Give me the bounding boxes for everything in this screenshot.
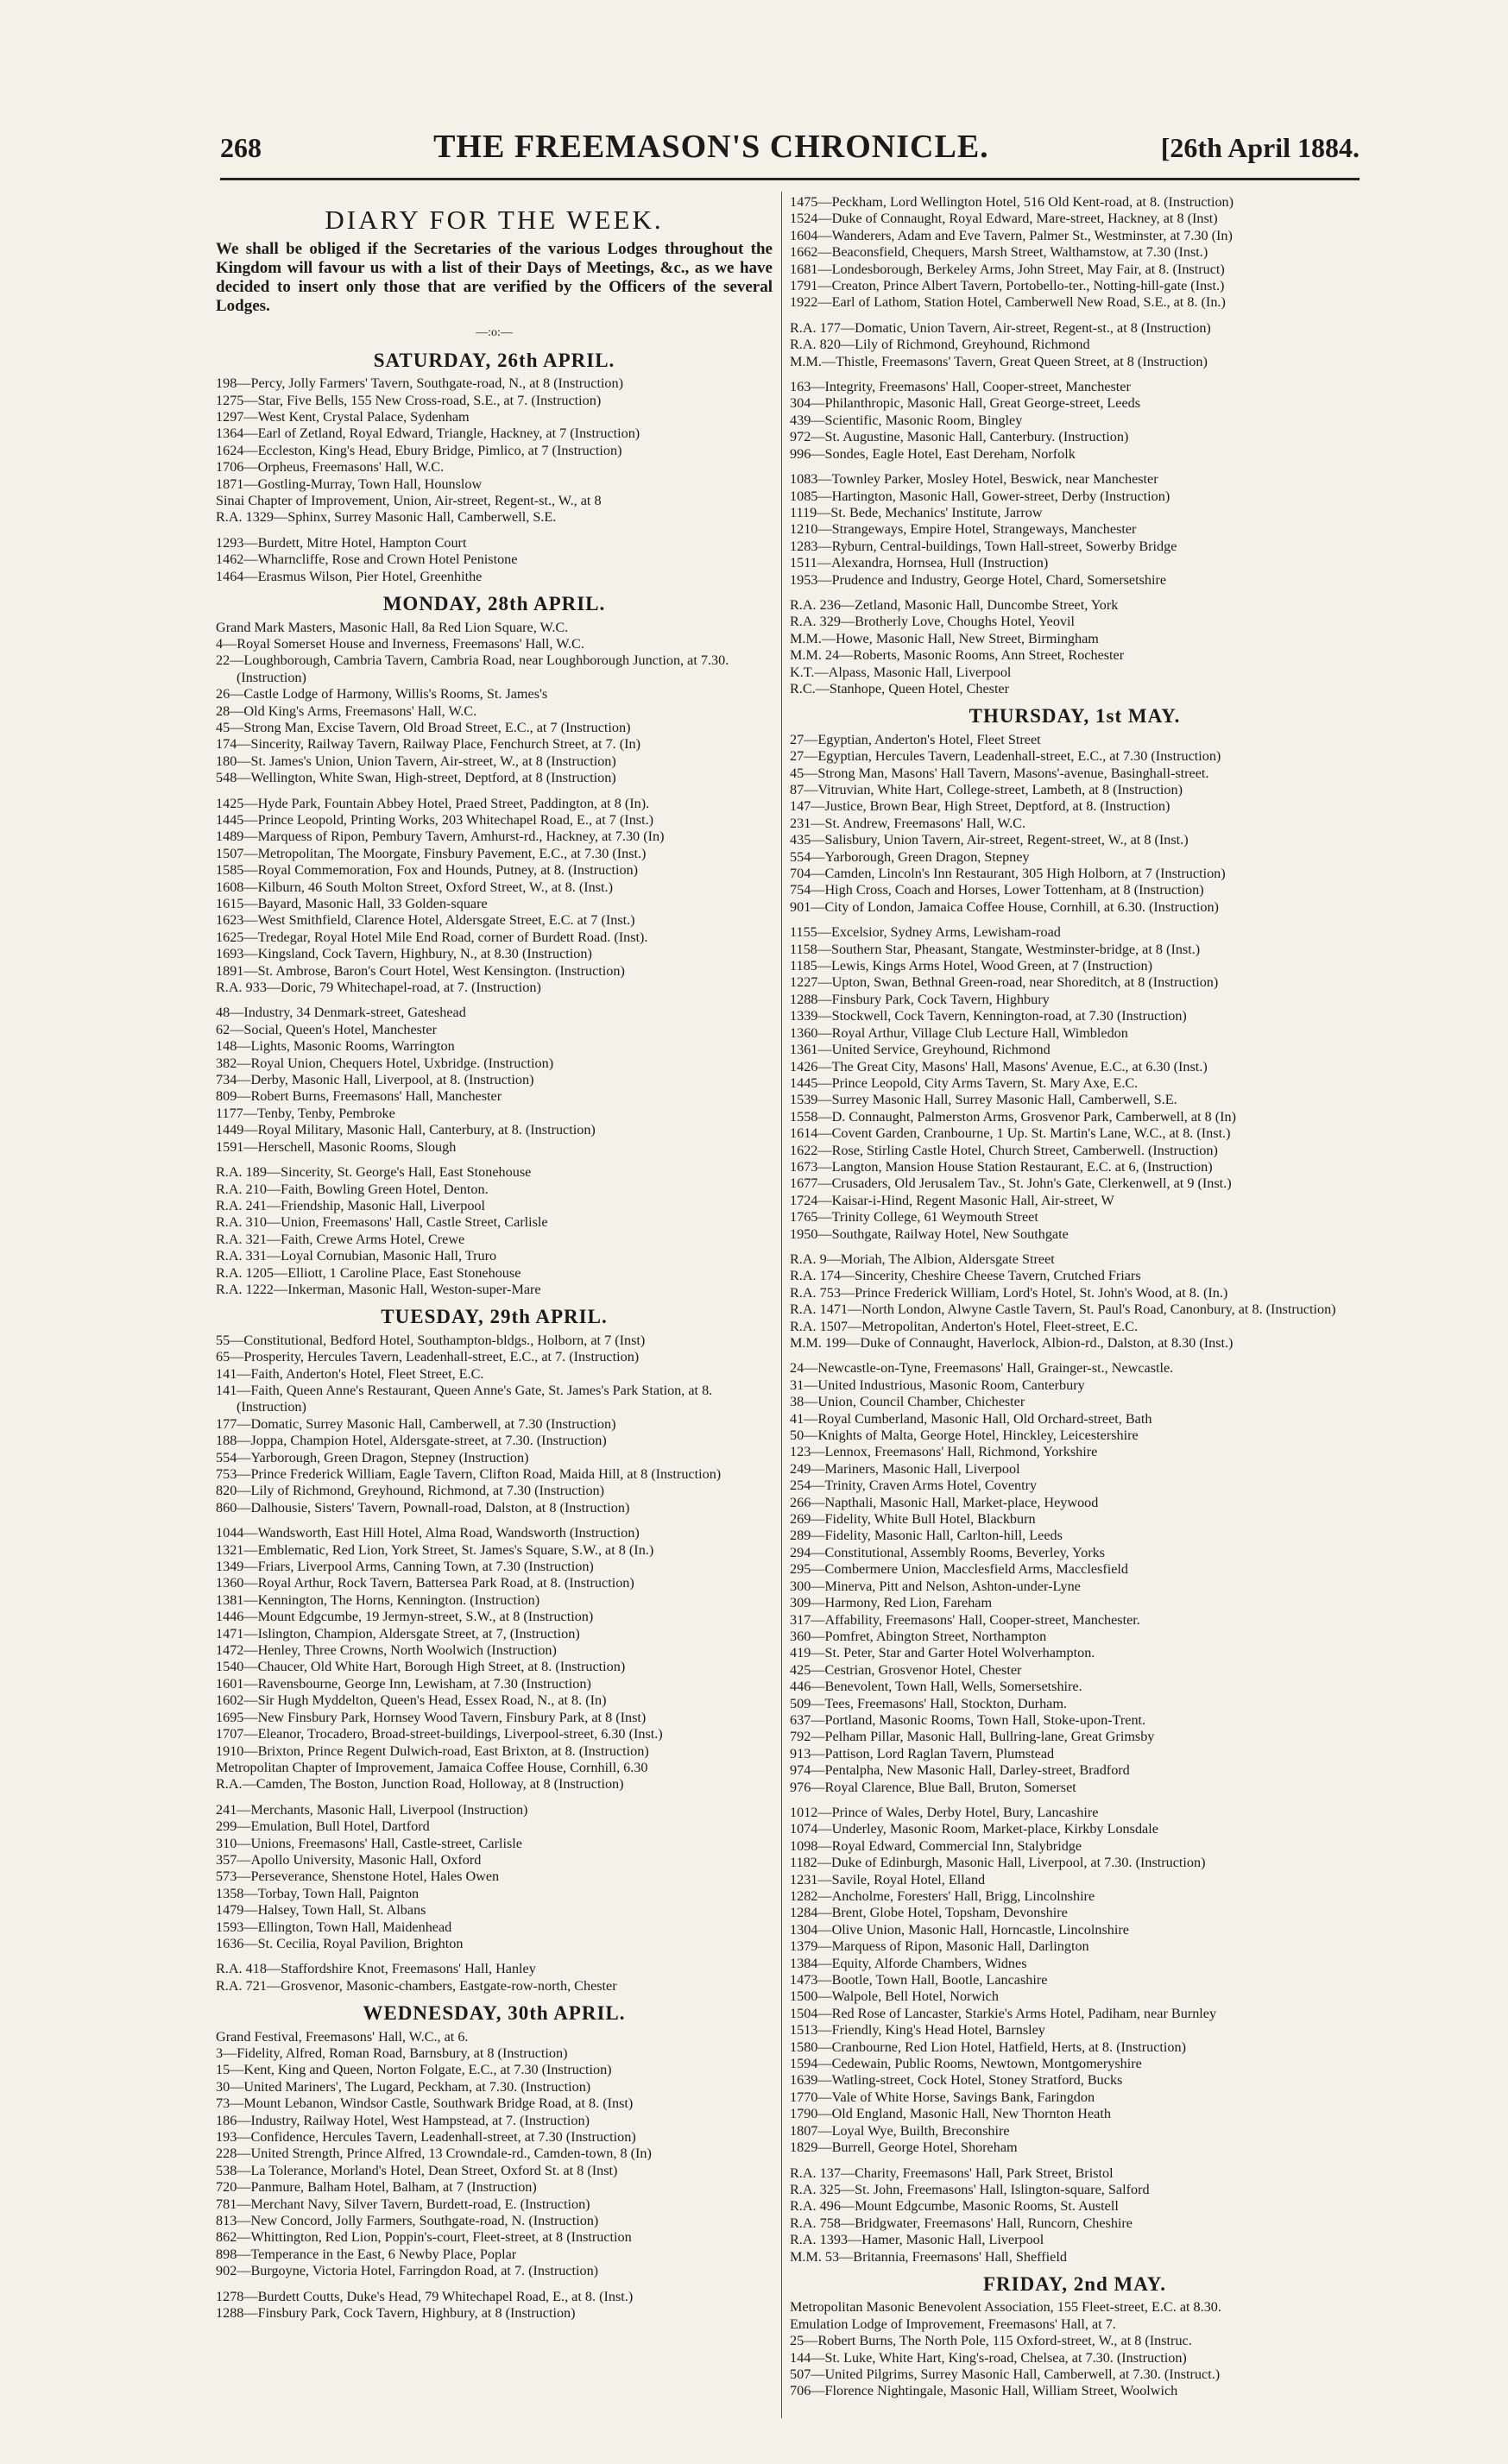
lodge-entry: 1765—Trinity College, 61 Weymouth Street xyxy=(790,1209,1038,1226)
entry-group xyxy=(216,375,773,526)
diary-title: DIARY FOR THE WEEK. xyxy=(325,205,664,235)
lodge-entry: 792—Pelham Pillar, Masonic Hall, Bullring-lane, Great Grimsby xyxy=(790,1729,1155,1745)
lodge-entry: 1227—Upton, Swan, Bethnal Green-road, near Shoreditch, at 8 (Instruction) xyxy=(790,974,1219,991)
lodge-entry: 1695—New Finsbury Park, Hornsey Wood Tavern, Finsbury Park, at 8 (Inst) xyxy=(216,1709,647,1725)
lodge-entry: 62—Social, Queen's Hotel, Manchester xyxy=(216,1021,438,1037)
lodge-entry: 1615—Bayard, Masonic Hall, 33 Golden-square xyxy=(216,896,488,911)
lodge-entry: 813—New Concord, Jolly Farmers, Southgate-road, N. (Instruction) xyxy=(216,2213,599,2229)
lodge-entry: 299—Emulation, Bull Hotel, Dartford xyxy=(216,1818,430,1835)
lodge-entry: 3—Fidelity, Alfred, Roman Road, Barnsbury, at 8 (Instruction) xyxy=(216,2045,568,2061)
lodge-entry: 1807—Loyal Wye, Builth, Breconshire xyxy=(790,2122,1010,2139)
entry-group xyxy=(216,535,773,585)
entry-group xyxy=(216,620,773,787)
lodge-entry: 48—Industry, 34 Denmark-street, Gateshead xyxy=(216,1005,466,1021)
lodge-entry: 1636—St. Cecilia, Royal Pavilion, Brighton xyxy=(216,1935,464,1951)
lodge-entry: R.A. 1222—Inkerman, Masonic Hall, Weston-super-Mare xyxy=(216,1281,541,1297)
lodge-entry: 22—Loughborough, Cambria Tavern, Cambria Road, near Loughborough Junction, at 7.30. (Instruction) xyxy=(216,652,729,685)
lodge-entry: 1119—St. Bede, Mechanics' Institute, Jarrow xyxy=(790,504,1043,520)
lodge-entry: R.A. 241—Friendship, Masonic Hall, Liverpool xyxy=(216,1197,486,1213)
lodge-entry: R.A. 1393—Hamer, Masonic Hall, Liverpool xyxy=(790,2232,1044,2248)
lodge-entry: R.A. 189—Sincerity, St. George's Hall, East Stonehouse xyxy=(216,1164,532,1181)
lodge-entry: 1177—Tenby, Tenby, Pembroke xyxy=(216,1105,395,1121)
lodge-entry: 25—Robert Burns, The North Pole, 115 Oxford-street, W., at 8 (Instruc. xyxy=(790,2333,1192,2349)
lodge-entry: 45—Strong Man, Excise Tavern, Old Broad Street, E.C., at 7 (Instruction) xyxy=(216,719,631,735)
lodge-entry: 1891—St. Ambrose, Baron's Court Hotel, West Kensington. (Instruction) xyxy=(216,962,625,979)
entry-group xyxy=(790,194,1360,312)
entry-group xyxy=(790,379,1360,463)
lodge-entry: 1624—Eccleston, King's Head, Ebury Bridge, Pimlico, at 7 (Instruction) xyxy=(216,442,622,458)
day-section xyxy=(790,194,1360,697)
lodge-entry: R.A. 496—Mount Edgcumbe, Masonic Rooms, St. Austell xyxy=(790,2198,1119,2215)
entry-group xyxy=(790,1805,1360,2157)
lodge-entry: 24—Newcastle-on-Tyne, Freemasons' Hall, Grainger-st., Newcastle. xyxy=(790,1360,1174,1377)
lodge-entry: 1591—Herschell, Masonic Rooms, Slough xyxy=(216,1138,457,1155)
lodge-entry: 1284—Brent, Globe Hotel, Topsham, Devonshire xyxy=(790,1905,1068,1921)
lodge-entry: 1677—Crusaders, Old Jerusalem Tav., St. John's Gate, Clerkenwell, at 9 (Inst.) xyxy=(790,1175,1232,1192)
lodge-entry: 1364—Earl of Zetland, Royal Edward, Triangle, Hackney, at 7 (Instruction) xyxy=(216,425,640,442)
lodge-entry: 1475—Peckham, Lord Wellington Hotel, 516 Old Kent-road, at 8. (Instruction) xyxy=(790,194,1234,210)
entry-group xyxy=(216,1525,773,1793)
section-separator: —:o:— xyxy=(476,326,513,340)
lodge-entry: 1361—United Service, Greyhound, Richmond xyxy=(790,1042,1051,1058)
lodge-entry: 1622—Rose, Stirling Castle Hotel, Church Street, Camberwell. (Instruction) xyxy=(790,1142,1218,1158)
lodge-entry: 1524—Duke of Connaught, Royal Edward, Mare-street, Hackney, at 8 (Inst) xyxy=(790,211,1218,227)
lodge-entry: 1580—Cranbourne, Red Lion Hotel, Hatfield, Herts, at 8. (Instruction) xyxy=(790,2039,1186,2055)
lodge-entry: 55—Constitutional, Bedford Hotel, Southampton-bldgs., Holborn, at 7 (Inst) xyxy=(216,1332,646,1348)
lodge-entry: 1275—Star, Five Bells, 155 New Cross-road, S.E., at 7. (Instruction) xyxy=(216,392,602,408)
lodge-entry: M.M.—Howe, Masonic Hall, New Street, Birmingham xyxy=(790,630,1099,646)
lodge-entry: 198—Percy, Jolly Farmers' Tavern, Southgate-road, N., at 8 (Instruction) xyxy=(216,375,624,392)
column-divider xyxy=(781,192,782,2418)
lodge-entry: 1012—Prince of Wales, Derby Hotel, Bury, Lancashire xyxy=(790,1804,1099,1820)
left-column xyxy=(216,194,773,2438)
day-heading: WEDNESDAY, 30th APRIL. xyxy=(363,2002,626,2025)
lodge-entry: 41—Royal Cumberland, Masonic Hall, Old Orchard-street, Bath xyxy=(790,1410,1152,1427)
entry-group xyxy=(216,2029,773,2280)
lodge-entry: 1304—Olive Union, Masonic Hall, Horncastle, Lincolnshire xyxy=(790,1921,1129,1938)
lodge-entry: 1085—Hartington, Masonic Hall, Gower-street, Derby (Instruction) xyxy=(790,488,1170,504)
entry-group xyxy=(216,2289,773,2322)
lodge-entry: 1449—Royal Military, Masonic Hall, Canterbury, at 8. (Instruction) xyxy=(216,1122,596,1138)
page-header xyxy=(220,128,1360,180)
lodge-entry: 1297—West Kent, Crystal Palace, Sydenham xyxy=(216,409,470,425)
lodge-entry: R.A. 310—Union, Freemasons' Hall, Castle Street, Carlisle xyxy=(216,1214,548,1231)
lodge-entry: R.A. 325—St. John, Freemasons' Hall, Islington-square, Salford xyxy=(790,2181,1150,2197)
day-heading: FRIDAY, 2nd MAY. xyxy=(982,2272,1166,2295)
lodge-entry: 1473—Bootle, Town Hall, Bootle, Lancashire xyxy=(790,1972,1048,1988)
lodge-entry: 87—Vitruvian, White Hart, College-street, Lambeth, at 8 (Instruction) xyxy=(790,782,1183,797)
lodge-entry: 254—Trinity, Craven Arms Hotel, Coventry xyxy=(790,1478,1038,1494)
lodge-entry: 1339—Stockwell, Cock Tavern, Kennington-road, at 7.30 (Instruction) xyxy=(790,1008,1187,1024)
lodge-entry: 1871—Gostling-Murray, Town Hall, Hounslow xyxy=(216,476,483,492)
lodge-entry: 228—United Strength, Prince Alfred, 13 Crowndale-rd., Camden-town, 8 (In) xyxy=(216,2146,652,2162)
lodge-entry: R.A. 137—Charity, Freemasons' Hall, Park Street, Bristol xyxy=(790,2165,1114,2181)
lodge-entry: 425—Cestrian, Grosvenor Hotel, Chester xyxy=(790,1661,1022,1678)
lodge-entry: 548—Wellington, White Swan, High-street, Deptford, at 8 (Instruction) xyxy=(216,770,616,786)
lodge-entry: 1791—Creaton, Prince Albert Tavern, Portobello-ter., Notting-hill-gate (Inst.) xyxy=(790,278,1225,294)
lodge-entry: 1673—Langton, Mansion House Station Restaurant, E.C. at 6, (Instruction) xyxy=(790,1158,1213,1175)
lodge-entry: 269—Fidelity, White Bull Hotel, Blackburn xyxy=(790,1511,1036,1528)
entry-group xyxy=(790,471,1360,589)
lodge-entry: 1098—Royal Edward, Commercial Inn, Stalybridge xyxy=(790,1837,1082,1854)
lodge-entry: 148—Lights, Masonic Rooms, Warrington xyxy=(216,1038,455,1055)
entry-group xyxy=(790,2299,1360,2399)
lodge-entry: 1500—Walpole, Bell Hotel, Norwich xyxy=(790,1988,999,2005)
lodge-entry: 1349—Friars, Liverpool Arms, Canning Town, at 7.30 (Instruction) xyxy=(216,1559,594,1575)
lodge-entry: 27—Egyptian, Hercules Tavern, Leadenhall-street, E.C., at 7.30 (Instruction) xyxy=(790,748,1221,765)
day-section xyxy=(216,593,773,1298)
lodge-entry: 1231—Savile, Royal Hotel, Elland xyxy=(790,1871,986,1887)
lodge-entry: 554—Yarborough, Green Dragon, Stepney (Instruction) xyxy=(216,1449,529,1465)
lodge-entry: Metropolitan Masonic Benevolent Association, 155 Fleet-street, E.C. at 8.30. xyxy=(790,2299,1221,2316)
lodge-entry: 1358—Torbay, Town Hall, Paignton xyxy=(216,1885,420,1901)
lodge-entry: R.A. 1329—Sphinx, Surrey Masonic Hall, Camberwell, S.E. xyxy=(216,509,557,526)
lodge-entry: 1604—Wanderers, Adam and Eve Tavern, Palmer St., Westminster, at 7.30 (In) xyxy=(790,227,1233,243)
lodge-entry: 1910—Brixton, Prince Regent Dulwich-road, East Brixton, at 8. (Instruction) xyxy=(216,1742,649,1759)
lodge-entry: 1601—Ravensbourne, George Inn, Lewisham, at 7.30 (Instruction) xyxy=(216,1675,591,1692)
lodge-entry: 974—Pentalpha, New Masonic Hall, Darley-street, Bradford xyxy=(790,1762,1130,1779)
lodge-entry: 720—Panmure, Balham Hotel, Balham, at 7 (Instruction) xyxy=(216,2179,537,2196)
lodge-entry: 1445—Prince Leopold, Printing Works, 203 Whitechapel Road, E., at 7 (Inst.) xyxy=(216,811,654,828)
lodge-entry: R.A. 758—Bridgwater, Freemasons' Hall, Runcorn, Cheshire xyxy=(790,2215,1133,2231)
lodge-entry: 1044—Wandsworth, East Hill Hotel, Alma Road, Wandsworth (Instruction) xyxy=(216,1525,640,1541)
lodge-entry: 310—Unions, Freemasons' Hall, Castle-street, Carlisle xyxy=(216,1835,522,1851)
lodge-entry: 573—Perseverance, Shenstone Hotel, Hales Owen xyxy=(216,1868,500,1885)
lodge-entry: 309—Harmony, Red Lion, Fareham xyxy=(790,1595,993,1611)
lodge-entry: 753—Prince Frederick William, Eagle Tavern, Clifton Road, Maida Hill, at 8 (Instruction) xyxy=(216,1466,722,1482)
lodge-entry: 144—St. Luke, White Hart, King's-road, Chelsea, at 7.30. (Instruction) xyxy=(790,2349,1187,2366)
lodge-entry: 538—La Tolerance, Morland's Hotel, Dean Street, Oxford St. at 8 (Inst) xyxy=(216,2162,618,2178)
lodge-entry: 30—United Mariners', The Lugard, Peckham, at 7.30. (Instruction) xyxy=(216,2078,591,2095)
lodge-entry: 1662—Beaconsfield, Chequers, Marsh Street, Walthamstow, at 7.30 (Inst.) xyxy=(790,244,1208,261)
lodge-entry: R.A. 331—Loyal Cornubian, Masonic Hall, Truro xyxy=(216,1248,497,1264)
lodge-entry: 1472—Henley, Three Crowns, North Woolwich (Instruction) xyxy=(216,1642,557,1659)
lodge-entry: 1425—Hyde Park, Fountain Abbey Hotel, Praed Street, Paddington, at 8 (In). xyxy=(216,795,650,811)
day-section xyxy=(216,349,773,585)
lodge-entry: R.A. 820—Lily of Richmond, Greyhound, Richmond xyxy=(790,337,1090,353)
lodge-entry: 1585—Royal Commemoration, Fox and Hounds, Putney, at 8. (Instruction) xyxy=(216,862,639,879)
lodge-entry: 249—Mariners, Masonic Hall, Liverpool xyxy=(790,1460,1020,1477)
lodge-entry: 637—Portland, Masonic Rooms, Town Hall, Stoke-upon-Trent. xyxy=(790,1711,1146,1728)
lodge-entry: 435—Salisbury, Union Tavern, Air-street, Regent-street, W., at 8 (Inst.) xyxy=(790,832,1189,848)
lodge-entry: 188—Joppa, Champion Hotel, Aldersgate-street, at 7.30. (Instruction) xyxy=(216,1433,607,1449)
lodge-entry: R.A. 1507—Metropolitan, Anderton's Hotel, Fleet-street, E.C. xyxy=(790,1318,1139,1334)
lodge-entry: 38—Union, Council Chamber, Chichester xyxy=(790,1394,1025,1410)
lodge-entry: 1724—Kaisar-i-Hind, Regent Masonic Hall, Air-street, W xyxy=(790,1192,1114,1208)
lodge-entry: 1594—Cedewain, Public Rooms, Newtown, Montgomeryshire xyxy=(790,2056,1142,2072)
lodge-entry: 1681—Londesborough, Berkeley Arms, John Street, May Fair, at 8. (Instruct) xyxy=(790,261,1225,277)
lodge-entry: 1445—Prince Leopold, City Arms Tavern, St. Mary Axe, E.C. xyxy=(790,1074,1139,1091)
lodge-entry: 123—Lennox, Freemasons' Hall, Richmond, Yorkshire xyxy=(790,1444,1098,1460)
lodge-entry: 294—Constitutional, Assembly Rooms, Beverley, Yorks xyxy=(790,1544,1105,1560)
lodge-entry: 996—Sondes, Eagle Hotel, East Dereham, Norfolk xyxy=(790,445,1076,462)
lodge-entry: 45—Strong Man, Masons' Hall Tavern, Masons'-avenue, Basinghall-street. xyxy=(790,765,1209,781)
lodge-entry: 300—Minerva, Pitt and Nelson, Ashton-under-Lyne xyxy=(790,1578,1081,1594)
lodge-entry: 357—Apollo University, Masonic Hall, Oxford xyxy=(216,1851,482,1868)
lodge-entry: 976—Royal Clarence, Blue Ball, Bruton, Somerset xyxy=(790,1779,1076,1795)
lodge-entry: R.A. 418—Staffordshire Knot, Freemasons' Hall, Hanley xyxy=(216,1961,536,1977)
lodge-entry: Grand Festival, Freemasons' Hall, W.C., at 6. xyxy=(216,2028,469,2045)
lodge-entry: 1282—Ancholme, Foresters' Hall, Brigg, Lincolnshire xyxy=(790,1888,1095,1904)
lodge-entry: 1155—Excelsior, Sydney Arms, Lewisham-road xyxy=(790,924,1061,941)
lodge-entry: 266—Napthali, Masonic Hall, Market-place, Heywood xyxy=(790,1494,1099,1510)
lodge-entry: 1182—Duke of Edinburgh, Masonic Hall, Liverpool, at 7.30. (Instruction) xyxy=(790,1855,1206,1871)
lodge-entry: 1210—Strangeways, Empire Hotel, Strangeways, Manchester xyxy=(790,521,1137,538)
issue-date: [26th April 1884. xyxy=(1160,132,1360,163)
lodge-entry: 1950—Southgate, Railway Hotel, New Southgate xyxy=(790,1226,1069,1242)
entry-group xyxy=(216,1802,773,1953)
entry-group xyxy=(790,2165,1360,2265)
lodge-entry: 1513—Friendly, King's Head Hotel, Barnsley xyxy=(790,2022,1045,2039)
day-heading: THURSDAY, 1st MAY. xyxy=(969,705,1181,728)
lodge-entry: 141—Faith, Queen Anne's Restaurant, Queen Anne's Gate, St. James's Park Station, at 8. (Instruction) xyxy=(216,1382,713,1415)
lodge-entry: 706—Florence Nightingale, Masonic Hall, William Street, Woolwich xyxy=(790,2383,1178,2399)
lodge-entry: 809—Robert Burns, Freemasons' Hall, Manchester xyxy=(216,1088,502,1105)
lodge-entry: Emulation Lodge of Improvement, Freemasons' Hall, at 7. xyxy=(790,2316,1116,2332)
lodge-entry: 1707—Eleanor, Trocadero, Broad-street-buildings, Liverpool-street, 6.30 (Inst.) xyxy=(216,1726,663,1742)
lodge-entry: R.A. 753—Prince Frederick William, Lord's Hotel, St. John's Wood, at 8. (In.) xyxy=(790,1284,1228,1301)
lodge-entry: 15—Kent, King and Queen, Norton Folgate, E.C., at 7.30 (Instruction) xyxy=(216,2062,612,2078)
lodge-entry: 31—United Industrious, Masonic Room, Canterbury xyxy=(790,1377,1085,1393)
lodge-entry: 1614—Covent Garden, Cranbourne, 1 Up. St. Martin's Lane, W.C., at 8. (Inst.) xyxy=(790,1125,1231,1142)
lodge-entry: 50—Knights of Malta, George Hotel, Hinckley, Leicestershire xyxy=(790,1427,1139,1444)
lodge-entry: 231—St. Andrew, Freemasons' Hall, W.C. xyxy=(790,815,1025,831)
lodge-entry: 1953—Prudence and Industry, George Hotel, Chard, Somersetshire xyxy=(790,571,1167,588)
entry-group xyxy=(790,320,1360,370)
lodge-entry: 1790—Old England, Masonic Hall, New Thornton Heath xyxy=(790,2106,1111,2122)
lodge-entry: R.A. 9—Moriah, The Albion, Aldersgate Street xyxy=(790,1251,1055,1267)
lodge-entry: 734—Derby, Masonic Hall, Liverpool, at 8. (Instruction) xyxy=(216,1072,534,1088)
lodge-entry: M.M.—Thistle, Freemasons' Tavern, Great Queen Street, at 8 (Instruction) xyxy=(790,353,1208,369)
lodge-entry: R.A. 321—Faith, Crewe Arms Hotel, Crewe xyxy=(216,1231,465,1247)
lodge-entry: 1504—Red Rose of Lancaster, Starkie's Arms Hotel, Padiham, near Burnley xyxy=(790,2005,1217,2021)
entry-group xyxy=(216,1333,773,1516)
lodge-entry: 820—Lily of Richmond, Greyhound, Richmond, at 7.30 (Instruction) xyxy=(216,1483,605,1499)
day-section xyxy=(790,2272,1360,2400)
lodge-entry: R.A. 1205—Elliott, 1 Caroline Place, East Stonehouse xyxy=(216,1264,521,1281)
day-section xyxy=(216,1308,773,1995)
lodge-entry: 860—Dalhousie, Sisters' Tavern, Pownall-road, Dalston, at 8 (Instruction) xyxy=(216,1499,630,1516)
lodge-entry: 73—Mount Lebanon, Windsor Castle, Southwark Bridge Road, at 8. (Inst) xyxy=(216,2095,634,2112)
lodge-entry: R.A. 933—Doric, 79 Whitechapel-road, at 7. (Instruction) xyxy=(216,980,541,996)
lodge-entry: R.A. 174—Sincerity, Cheshire Cheese Tavern, Crutched Friars xyxy=(790,1268,1141,1284)
lodge-entry: 1384—Equity, Alforde Chambers, Widnes xyxy=(790,1955,1027,1971)
lodge-entry: 1511—Alexandra, Hornsea, Hull (Instruction) xyxy=(790,555,1049,571)
lodge-entry: 1539—Surrey Masonic Hall, Surrey Masonic Hall, Camberwell, S.E. xyxy=(790,1092,1177,1108)
lodge-entry: Metropolitan Chapter of Improvement, Jamaica Coffee House, Cornhill, 6.30 xyxy=(216,1759,648,1775)
lodge-entry: 193—Confidence, Hercules Tavern, Leadenhall-street, at 7.30 (Instruction) xyxy=(216,2129,636,2146)
entry-group xyxy=(216,1005,773,1156)
lodge-entry: 304—Philanthropic, Masonic Hall, Great George-street, Leeds xyxy=(790,395,1141,412)
day-section xyxy=(216,2002,773,2322)
lodge-entry: R.A. 210—Faith, Bowling Green Hotel, Denton. xyxy=(216,1181,489,1197)
lodge-entry: 1283—Ryburn, Central-buildings, Town Hall-street, Sowerby Bridge xyxy=(790,538,1177,554)
lodge-entry: 289—Fidelity, Masonic Hall, Carlton-hill, Leeds xyxy=(790,1528,1063,1544)
lodge-entry: 1625—Tredegar, Royal Hotel Mile End Road, corner of Burdett Road. (Inst). xyxy=(216,929,648,945)
lodge-entry: 295—Combermere Union, Macclesfield Arms, Macclesfield xyxy=(790,1561,1128,1578)
lodge-entry: 1507—Metropolitan, The Moorgate, Finsbury Pavement, E.C., at 7.30 (Inst.) xyxy=(216,845,647,861)
entry-group xyxy=(790,597,1360,697)
entry-group xyxy=(216,1961,773,1995)
lodge-entry: 382—Royal Union, Chequers Hotel, Uxbridge. (Instruction) xyxy=(216,1055,554,1071)
lodge-entry: 898—Temperance in the East, 6 Newby Place, Poplar xyxy=(216,2246,517,2262)
lodge-entry: 1360—Royal Arthur, Rock Tavern, Battersea Park Road, at 8. (Instruction) xyxy=(216,1575,634,1591)
lodge-entry: 902—Burgoyne, Victoria Hotel, Farringdon Road, at 7. (Instruction) xyxy=(216,2263,599,2279)
lodge-entry: 26—Castle Lodge of Harmony, Willis's Rooms, St. James's xyxy=(216,686,548,703)
lodge-entry: 1464—Erasmus Wilson, Pier Hotel, Greenhithe xyxy=(216,568,483,584)
day-heading: SATURDAY, 26th APRIL. xyxy=(373,349,615,371)
intro-paragraph: We shall be obliged if the Secretaries of the various Lodges throughout the Kingdom will favour us with a list of their Days of Meetings, &c., as we have decided to insert only those that are verified by the Officers of the several Lodges. xyxy=(216,240,773,316)
lodge-entry: 704—Camden, Lincoln's Inn Restaurant, 305 High Holborn, at 7 (Instruction) xyxy=(790,866,1226,882)
lodge-entry: 180—St. James's Union, Union Tavern, Air-street, W., at 8 (Instruction) xyxy=(216,753,616,769)
lodge-entry: K.T.—Alpass, Masonic Hall, Liverpool xyxy=(790,664,1012,680)
lodge-entry: Grand Mark Masters, Masonic Hall, 8a Red Lion Square, W.C. xyxy=(216,619,569,635)
lodge-entry: 1829—Burrell, George Hotel, Shoreham xyxy=(790,2139,1018,2156)
lodge-entry: Sinai Chapter of Improvement, Union, Air-street, Regent-st., W., at 8 xyxy=(216,493,602,509)
lodge-entry: 163—Integrity, Freemasons' Hall, Cooper-street, Manchester xyxy=(790,379,1131,395)
lodge-entry: 360—Pomfret, Abington Street, Northampton xyxy=(790,1628,1047,1644)
lodge-entry: 1074—Underley, Masonic Room, Market-place, Kirkby Lonsdale xyxy=(790,1821,1158,1837)
lodge-entry: 65—Prosperity, Hercules Tavern, Leadenhall-street, E.C., at 7. (Instruction) xyxy=(216,1349,640,1365)
lodge-entry: 1540—Chaucer, Old White Hart, Borough High Street, at 8. (Instruction) xyxy=(216,1659,626,1675)
lodge-entry: R.A. 236—Zetland, Masonic Hall, Duncombe Street, York xyxy=(790,596,1119,613)
lodge-entry: 1379—Marquess of Ripon, Masonic Hall, Darlington xyxy=(790,1938,1089,1955)
lodge-entry: 1462—Wharncliffe, Rose and Crown Hotel Penistone xyxy=(216,551,518,568)
lodge-entry: 1479—Halsey, Town Hall, St. Albans xyxy=(216,1902,426,1919)
lodge-entry: 1446—Mount Edgcumbe, 19 Jermyn-street, S.W., at 8 (Instruction) xyxy=(216,1609,594,1625)
day-heading: TUESDAY, 29th APRIL. xyxy=(381,1306,608,1328)
lodge-entry: M.M. 53—Britannia, Freemasons' Hall, Sheffield xyxy=(790,2248,1067,2265)
lodge-entry: 754—High Cross, Coach and Horses, Lower Tottenham, at 8 (Instruction) xyxy=(790,882,1204,898)
lodge-entry: 1770—Vale of White Horse, Savings Bank, Faringdon xyxy=(790,2089,1095,2105)
lodge-entry: 1489—Marquess of Ripon, Pembury Tavern, Amhurst-rd., Hackney, at 7.30 (In) xyxy=(216,829,665,845)
lodge-entry: 862—Whittington, Red Lion, Poppin's-court, Fleet-street, at 8 (Instruction xyxy=(216,2229,632,2246)
lodge-entry: 972—St. Augustine, Masonic Hall, Canterbury. (Instruction) xyxy=(790,429,1129,445)
lodge-entry: 507—United Pilgrims, Surrey Masonic Hall, Camberwell, at 7.30. (Instruct.) xyxy=(790,2366,1221,2382)
lodge-entry: 174—Sincerity, Railway Tavern, Railway Place, Fenchurch Street, at 7. (In) xyxy=(216,736,640,753)
lodge-entry: 1593—Ellington, Town Hall, Maidenhead xyxy=(216,1919,452,1935)
lodge-entry: R.C.—Stanhope, Queen Hotel, Chester xyxy=(790,680,1010,696)
lodge-entry: 446—Benevolent, Town Hall, Wells, Somersetshire. xyxy=(790,1679,1082,1695)
lodge-entry: 554—Yarborough, Green Dragon, Stepney xyxy=(790,848,1030,865)
day-section xyxy=(790,705,1360,2265)
lodge-entry: 141—Faith, Anderton's Hotel, Fleet Street, E.C. xyxy=(216,1365,484,1382)
lodge-entry: 1278—Burdett Coutts, Duke's Head, 79 Whitechapel Road, E., at 8. (Inst.) xyxy=(216,2288,634,2304)
entry-group xyxy=(216,796,773,997)
lodge-entry: 1293—Burdett, Mitre Hotel, Hampton Court xyxy=(216,534,467,551)
lodge-entry: R.A.—Camden, The Boston, Junction Road, Holloway, at 8 (Instruction) xyxy=(216,1776,624,1793)
page-number: 268 xyxy=(220,132,262,163)
lodge-entry: 147—Justice, Brown Bear, High Street, Deptford, at 8. (Instruction) xyxy=(790,798,1170,815)
entry-group xyxy=(790,1360,1360,1796)
lodge-entry: M.M. 199—Duke of Connaught, Haverlock, Albion-rd., Dalston, at 8.30 (Inst.) xyxy=(790,1335,1234,1351)
lodge-entry: 1158—Southern Star, Pheasant, Stangate, Westminster-bridge, at 8 (Inst.) xyxy=(790,941,1201,957)
right-column xyxy=(790,194,1360,2438)
lodge-entry: 1558—D. Connaught, Palmerston Arms, Grosvenor Park, Camberwell, at 8 (In) xyxy=(790,1108,1237,1125)
lodge-entry: 186—Industry, Railway Hotel, West Hampstead, at 7. (Instruction) xyxy=(216,2112,590,2128)
lodge-entry: R.A. 721—Grosvenor, Masonic-chambers, Eastgate-row-north, Chester xyxy=(216,1977,617,1994)
lodge-entry: 913—Pattison, Lord Raglan Tavern, Plumstead xyxy=(790,1745,1055,1761)
lodge-entry: 317—Affability, Freemasons' Hall, Cooper-street, Manchester. xyxy=(790,1611,1140,1628)
lodge-entry: 241—Merchants, Masonic Hall, Liverpool (Instruction) xyxy=(216,1801,528,1818)
lodge-entry: 27—Egyptian, Anderton's Hotel, Fleet Street xyxy=(790,731,1041,747)
publication-title: THE FREEMASON'S CHRONICLE. xyxy=(433,129,989,165)
lodge-entry: 1608—Kilburn, 46 South Molton Street, Oxford Street, W., at 8. (Inst.) xyxy=(216,879,613,895)
lodge-entry: 1693—Kingsland, Cock Tavern, Highbury, N., at 8.30 (Instruction) xyxy=(216,946,592,962)
lodge-entry: 1471—Islington, Champion, Aldersgate Street, at 7, (Instruction) xyxy=(216,1625,580,1642)
lodge-entry: 901—City of London, Jamaica Coffee House, Cornhill, at 6.30. (Instruction) xyxy=(790,898,1219,915)
entry-group xyxy=(790,732,1360,916)
lodge-entry: 1083—Townley Parker, Mosley Hotel, Beswick, near Manchester xyxy=(790,471,1158,488)
entry-group xyxy=(790,924,1360,1243)
lodge-entry: R.A. 1471—North London, Alwyne Castle Tavern, St. Paul's Road, Canonbury, at 8. (Instruction) xyxy=(790,1301,1336,1318)
lodge-entry: 1623—West Smithfield, Clarence Hotel, Aldersgate Street, E.C. at 7 (Inst.) xyxy=(216,912,635,929)
lodge-entry: R.A. 177—Domatic, Union Tavern, Air-street, Regent-st., at 8 (Instruction) xyxy=(790,319,1211,336)
lodge-entry: 1288—Finsbury Park, Cock Tavern, Highbury, at 8 (Instruction) xyxy=(216,2305,576,2322)
day-heading: MONDAY, 28th APRIL. xyxy=(382,593,606,615)
entry-group xyxy=(216,1164,773,1298)
lodge-entry: 28—Old King's Arms, Freemasons' Hall, W.C. xyxy=(216,703,477,719)
lodge-entry: R.A. 329—Brotherly Love, Choughs Hotel, Yeovil xyxy=(790,614,1076,630)
lodge-entry: 4—Royal Somerset House and Inverness, Freemasons' Hall, W.C. xyxy=(216,635,584,652)
entry-group xyxy=(790,1251,1360,1352)
lodge-entry: 1321—Emblematic, Red Lion, York Street, St. James's Square, S.W., at 8 (In.) xyxy=(216,1541,654,1558)
lodge-entry: 439—Scientific, Masonic Room, Bingley xyxy=(790,412,1023,428)
lodge-entry: M.M. 24—Roberts, Masonic Rooms, Ann Street, Rochester xyxy=(790,647,1125,664)
lodge-entry: 1381—Kennington, The Horns, Kennington. (Instruction) xyxy=(216,1591,540,1608)
lodge-entry: 1426—The Great City, Masons' Hall, Masons' Avenue, E.C., at 6.30 (Inst.) xyxy=(790,1058,1208,1074)
lodge-entry: 1706—Orpheus, Freemasons' Hall, W.C. xyxy=(216,459,445,476)
lodge-entry: 419—St. Peter, Star and Garter Hotel Wolverhampton. xyxy=(790,1645,1095,1661)
lodge-entry: 781—Merchant Navy, Silver Tavern, Burdett-road, E. (Instruction) xyxy=(216,2196,590,2212)
lodge-entry: 1922—Earl of Lathom, Station Hotel, Camberwell New Road, S.E., at 8. (In.) xyxy=(790,294,1226,311)
lodge-entry: 1639—Watling-street, Cock Hotel, Stoney Stratford, Bucks xyxy=(790,2072,1123,2089)
lodge-entry: 1602—Sir Hugh Myddelton, Queen's Head, Essex Road, N., at 8. (In) xyxy=(216,1692,607,1709)
lodge-entry: 509—Tees, Freemasons' Hall, Stockton, Durham. xyxy=(790,1695,1067,1711)
lodge-entry: 1360—Royal Arthur, Village Club Lecture Hall, Wimbledon xyxy=(790,1024,1128,1041)
lodge-entry: 1288—Finsbury Park, Cock Tavern, Highbury xyxy=(790,991,1050,1007)
lodge-entry: 1185—Lewis, Kings Arms Hotel, Wood Green, at 7 (Instruction) xyxy=(790,958,1152,974)
lodge-entry: 177—Domatic, Surrey Masonic Hall, Camberwell, at 7.30 (Instruction) xyxy=(216,1415,616,1432)
